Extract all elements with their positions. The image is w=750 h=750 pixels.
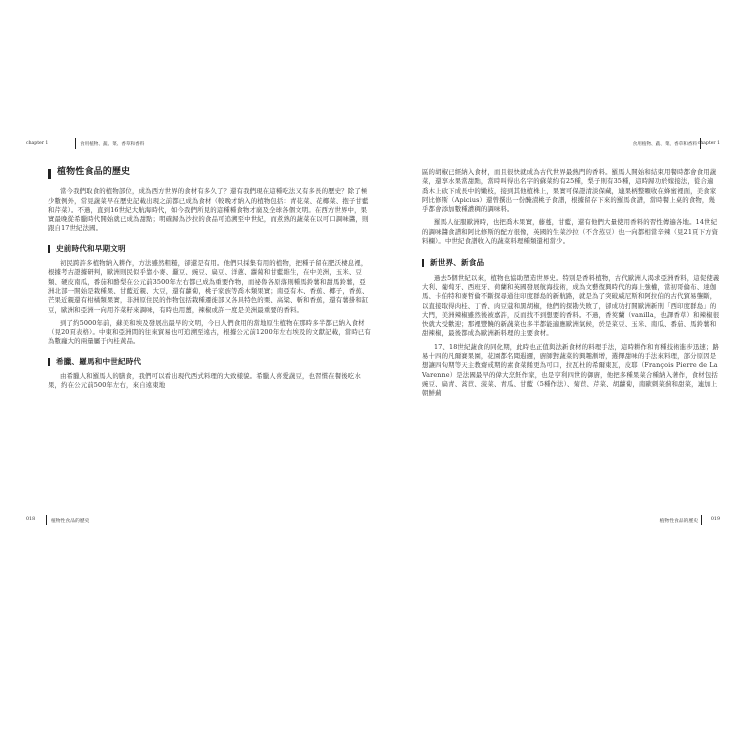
paragraph: 17、18世紀蔬食的同化期，此時也正值與法新食材的料理手法，這時耕作和育種技術進步迅速；路易十四的凡爾賽果園，花園都名聞遐邇，廚師對蔬菜的興趣漸增，選擇甜味的手法來料理，部分原因是想讓四旬期等天主教齋戒期的素食菜餚更為可口，拉瓦杜的希爾東瓦，皮耶（François Pierre de La Varenne）是法國最早的偉大烹飪作家，也是亨利四世的御廚，他把多種果菜合種納入著作，食材包括豌豆、扁青、蒿苣、菠菜、青瓜、甘藍（5種作法）、菊苣、芹菜、胡蘿蔔，南歐刺菜蓟和甜菜，連加上朝鮮薊 — [422, 342, 720, 398]
paragraph: 羅馬人征服歐洲時，也把喬木果實，藤蔓，甘藍，還有他們大量使用香料的習性傳遍各地。14世紀的調味醬食譜和阿比修斯的配方很像，英國的生菜沙拉（不含蒸豆）也一向都相當辛辣（見21頁下方資料欄）。中世紀食譜收入的蔬菜料理種類還相當少。 — [422, 218, 719, 246]
left-running-header — [26, 138, 374, 152]
paragraph: 初民跨許多植物納入耕作，方法雖然粗糙，卻還是有用。他們只採集有用的植物，把種子留在肥沃棲息裡，根據考古證據研判，歐洲則民似乎靠小麥、蠶豆、豌豆、扁豆、洋蔥、蘿蔔和甘藍維生，在中美洲，玉米、豆類、硬皮南瓜，番茄和酪梨在公元前3500年左右都已成為重要作物，而祕魯各原落則種馬鈴薯和甜馬鈴薯，亞洲北部一開始是栽種果、甘藍近親、大豆，還有蘿蔔，桃子家族等喬木類果實；南亞有木、香蕉、椰子，香蕉、芒果近親還有柑橘類果實，非洲原住民的作物包括栽種遷徙部又各具特色的栗、高粱、斬和香蕉，還有薯掛和缸豆，歐洲和亞洲一向用芥菜籽來調味，有時也用薑，辣椒或許一度是美洲最重要的香料。 — [48, 259, 369, 314]
section-heading-text: 史前時代和早期文明 — [56, 243, 126, 253]
paragraph: 過去5個世紀以來，植物也協助塑造世界史。特別是香料植物，古代歐洲人渴求亞洲香料，這促使義大利、葡萄牙、西班牙、荷蘭和英國發展航海技術，成為文藝復興時代的海上強權，當初哥倫布、達伽馬、卡伯特和麥哲倫不斷探尋通往印度群島的新航路，就是為了突破威尼斯和阿拉伯的古代貿易壟斷，以直接取得肉桂、丁香、肉豆蔻和黑胡椒，他們的探勘失敗了，卻成功打開歐洲新刑「西印度群島」的大門，美洲辣椒雖然後被嘉許，反而找不到想要的香料。不過，香莢蘭（vanilla，也譯香草）和辣椒很快就大受歡迎；那裡豐饒的新蔬菜也多半都能適應歐洲氣候，於是菜豆、玉米、南瓜、番茄、馬鈴薯和甜辣椒，最後都成為歐洲新料理的主要食材。 — [422, 273, 720, 338]
section-heading-new-world — [422, 258, 720, 267]
heading-bar — [48, 358, 50, 366]
main-heading — [48, 168, 372, 177]
header-chapter-label: chapter 1 — [26, 141, 49, 146]
paragraph: 區的胡椒已經納入食材，而且很快就成為古代世界最熱門的香料。羅馬人開始和結束用餐時都會食用蔬菜，還享水果當甜點，當時叫得出名字的蘇菜約有25種，梨子則有35種，這時歸功於嫁接法，從合適喬木上砍下成長中的嫩枝，接到其他植株上，果實可保證清淡保藏，連果柄整顆收在蜂蜜裡面，美食家阿比修斯（Apicius）還曾撰出一份醃漬桃子食譜，根據留存下來的羅馬食譜，當時餐上桌的食物，幾乎都會添加數種濃稠的調味料。 — [422, 168, 717, 214]
footer-title: 植物性食品的歷史 — [51, 519, 90, 524]
main-heading-text: 植物性食品的歷史 — [57, 167, 131, 177]
footer-title: 植物性食品的歷史 — [659, 519, 698, 524]
right-body — [422, 168, 720, 403]
paragraph: 當今我們取食的植物部位，成為西方世界的食材有多久了？還有我們現在這種吃法又有多長的歷史？除了極少數例外，常見蔬菜早在歷史記載出現之前都已成為食材（較晚才納入的植物包括：青花菜、花椰菜、抱子甘藍和芹菜）。不過，直到16世紀大航海時代，如今我們所見的這種種食物才廣及全球各個文明。在西方世界中，果實最晚從希臘時代開始就已成為甜點；明確歸為沙拉的食品可追溯至中世紀，而煮熟的蔬菜在以可口調味醬，則跟自17世紀法國。 — [48, 187, 369, 233]
footer-divider — [701, 515, 702, 525]
page-number: 019 — [710, 517, 720, 522]
section-heading-text: 新世界、新食品 — [430, 258, 485, 268]
header-title: 食用植物、蔬、菜、香草和香料 — [632, 142, 697, 147]
header-title: 食用植物、蔬、菜、香草和香料 — [80, 142, 145, 147]
paragraph: 由希臘人和羅馬人的膳食，我們可以看出現代西式料理的大致樣貌。希臘人喜愛蔬豆，也習慣在餐後吃水果，約在公元前500年左右，來自遠東地 — [48, 372, 361, 390]
paragraph: 到了約5000年前，蘇美和埃及發展出最早的文明，今日人們食用的當地原生植物在那時多半都已納入食材（見20頁表格）。中東和亞洲間的往來貿易也可追溯至遠古，根據公元前1200年左右埃及的文獻記載，當時已有為數龐大的兩量屬于內桂黃品。 — [48, 318, 371, 346]
section-heading-text: 希臘、羅馬和中世紀時代 — [56, 356, 142, 366]
header-chapter-label: chapter 1 — [697, 141, 720, 146]
left-body — [48, 168, 372, 395]
section-heading-prehistory — [48, 244, 372, 253]
section-heading-greek-roman — [48, 357, 372, 366]
left-footer — [26, 516, 374, 528]
heading-bar — [48, 245, 50, 253]
left-page — [26, 138, 374, 528]
heading-bar — [48, 169, 51, 179]
right-page — [382, 138, 720, 528]
page-number: 018 — [26, 517, 36, 522]
footer-divider — [46, 515, 47, 525]
heading-bar — [422, 259, 424, 267]
header-divider — [75, 138, 76, 149]
right-running-header — [382, 138, 720, 152]
right-footer — [382, 516, 720, 528]
